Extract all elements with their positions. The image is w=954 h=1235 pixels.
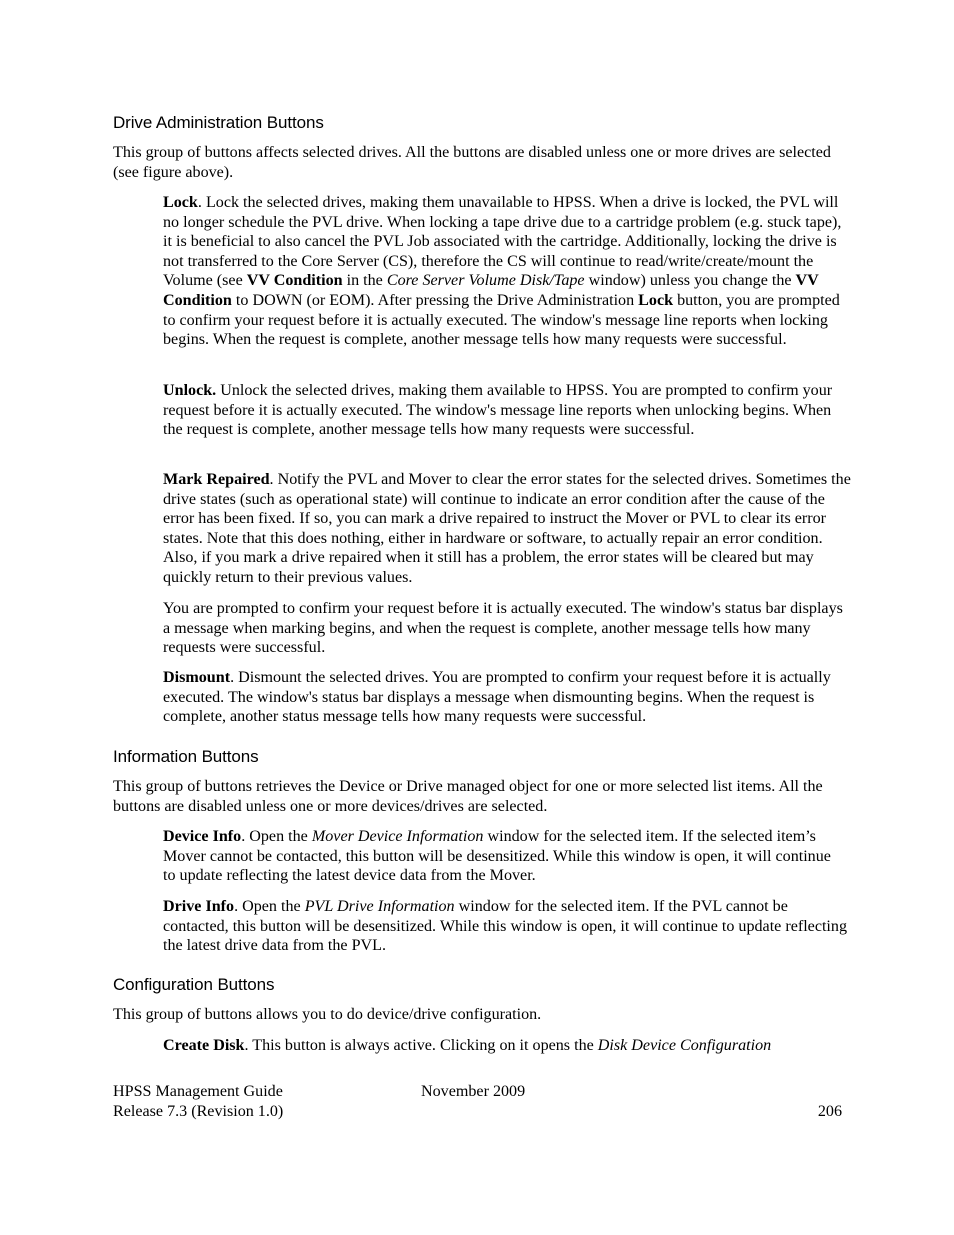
paragraph-create-disk: Create Disk. This button is always active. Clicking on it opens the Disk Device Configuration [163,1037,772,1054]
section-heading-drive-administration: Drive Administration Buttons [113,113,324,132]
paragraph-unlock: Unlock. Unlock the selected drives, making them available to HPSS. You are prompted to confirm your request before it is actually executed. The window's message line reports when unlocking begins. When the request is complete, another message tells how many requests were successful. [163,382,833,439]
page-number: 206 [817,1103,842,1120]
paragraph-device-info: Device Info. Open the Mover Device Information window for the selected item. If the selected item’s Mover cannot be contacted, this button will be desensitized. While this window is open, it will continue to update reflecting the latest device data from the Mover. [163,828,831,885]
paragraph-mark-repaired-confirm: You are prompted to confirm your request before it is actually executed. The window's status bar displays a message when marking begins, and when the request is complete, another message tells how many requests were successful. [163,600,843,657]
term-dismount: Dismount [163,669,231,686]
term-create-disk: Create Disk [163,1037,245,1054]
footer-date: November 2009 [421,1083,526,1100]
section-intro-drive-administration: This group of buttons affects selected drives. All the buttons are disabled unless one or more drives are selected (see figure above). [113,144,831,181]
term-mark-repaired: Mark Repaired [163,471,270,488]
term-lock: Lock [163,194,198,211]
paragraph-dismount: Dismount. Dismount the selected drives. You are prompted to confirm your request before it is actually executed. The window's status bar displays a message when dismounting begins. When the request is complete, another status message tells how many requests were successful. [163,669,831,726]
section-intro-information: This group of buttons retrieves the Device or Drive managed object for one or more selected list items. All the buttons are disabled unless one or more devices/drives are selected. [113,778,823,815]
term-device-info: Device Info [163,828,242,845]
section-heading-information: Information Buttons [113,747,259,766]
paragraph-mark-repaired: Mark Repaired. Notify the PVL and Mover to clear the error states for the selected drives. Sometimes the drive states (such as operational state) will continue to indicate an error condition after the cause of the error has been fixed. If so, you can mark a drive repaired to instruct the Mover or PVL to clear its error states. Note that this does nothing, either in hardware or software, to actually repair an error condition. Also, if you mark a drive repaired when it still has a problem, the error states will be cleared but may quickly return to their previous values. [163,471,851,586]
footer-release: Release 7.3 (Revision 1.0) [113,1103,284,1120]
footer-guide-title: HPSS Management Guide [113,1083,283,1100]
section-intro-configuration: This group of buttons allows you to do device/drive configuration. [113,1006,542,1023]
section-heading-configuration: Configuration Buttons [113,975,275,994]
paragraph-lock: Lock. Lock the selected drives, making them unavailable to HPSS. When a drive is locked, the PVL will no longer schedule the PVL drive. When locking a tape drive due to a cartridge problem (e.g. stuck tape), it is beneficial to also cancel the PVL Job associated with the cartridge. Additionally, locking the drive is not transferred to the Core Server (CS), therefore the CS will continue to read/write/create/mount the Volume (see VV Condition in the Core Server Volume Disk/Tape window) unless you change the VV Condition to DOWN (or EOM). After pressing the Drive Administration Lock button, you are prompted to confirm your request before it is actually executed. The window's message line reports when locking begins. When the request is complete, another message tells how many requests were successful. [163,194,842,349]
term-drive-info: Drive Info [163,898,235,915]
term-unlock: Unlock. [163,382,217,399]
paragraph-drive-info: Drive Info. Open the PVL Drive Information window for the selected item. If the PVL cannot be contacted, this button will be desensitized. While this window is open, it will continue to update reflecting the latest drive data from the PVL. [163,898,847,955]
